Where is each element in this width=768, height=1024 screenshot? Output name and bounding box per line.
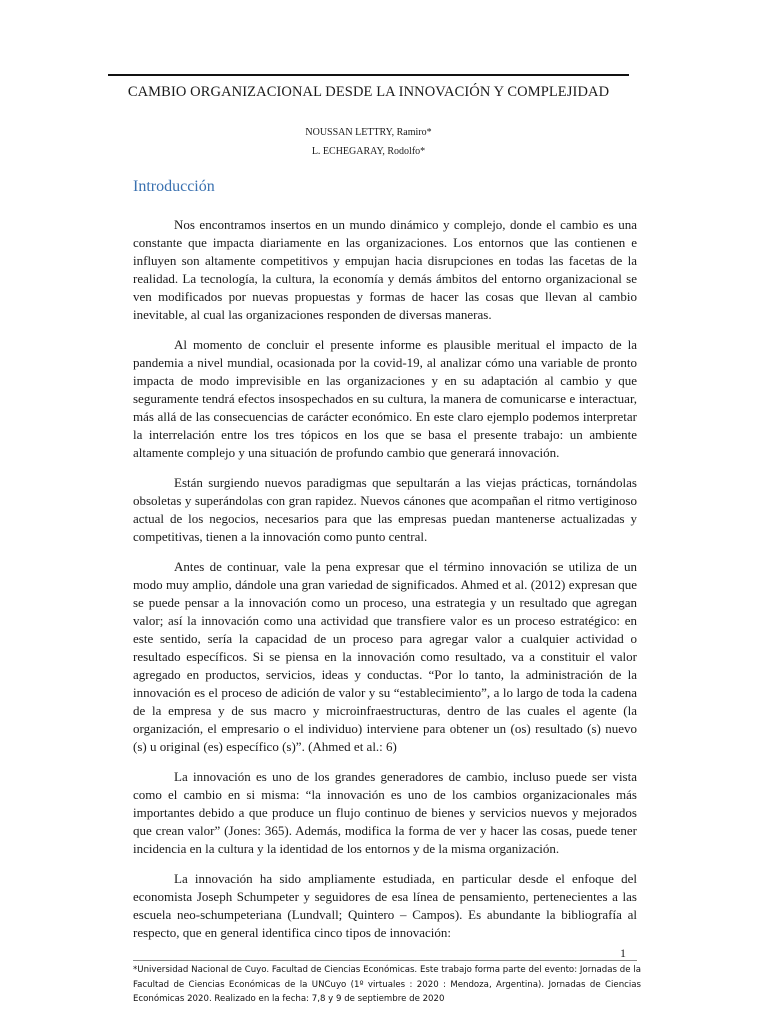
top-rule [108, 74, 629, 76]
paragraph-2: Al momento de concluir el presente informe es plausible meritual el impacto de la pandemia a nivel mundial, ocasionada por la covid-19, al analizar cómo una variable de pronto impacta de modo imprevisible en las organizaciones y en su adaptación al cambio y que seguramente tendrá efectos insospechados en su cultura, la manera de comunicarse e interactuar, más allá de las consecuencias de carácter económico. En este claro ejemplo podemos interpretar la interrelación entre los tres tópicos en los que se basa el presente trabajo: un ambiente altamente complejo y una situación de profundo cambio que generará innovación. [133, 337, 637, 460]
paragraph-5: La innovación es uno de los grandes generadores de cambio, incluso puede ser vista como el cambio en si misma: “la innovación es uno de los cambios organizacionales más importantes debido a que produce un flujo continuo de bienes y servicios nuevos y mejorados que crean valor” (Jones: 365). Además, modifica la forma de ver y hacer las cosas, puede tener incidencia en la cultura y la identidad de los entornos y de la misma organización. [133, 769, 637, 856]
page-number: 1 [620, 946, 626, 960]
paragraph-4: Antes de continuar, vale la pena expresar que el término innovación se utiliza de un modo muy amplio, dándole una gran variedad de significados. Ahmed et al. (2012) expresan que se puede pensar a la innovación como un proceso, una estrategia y un resultado que agregan valor; así la innovación como una actividad que transfiere valor es un proceso estratégico: en este sentido, sería la capacidad de un proceso para agregar valor a cualquier actividad o resultado específicos. Si se piensa en la innovación como resultado, va a constituir el valor agregado en productos, servicios, ideas y conductas. “Por lo tanto, la administración de la innovación es el proceso de adición de valor y su “establecimiento”, a lo largo de toda la cadena de la empresa y de sus macro y microinfraestructuras, dentro de las cuales el agente (la organización, el empresario o el individuo) interviene para obtener un (os) resultado (s) nuevo (s) u original (es) específico (s)”. (Ahmed et al.: 6) [133, 559, 637, 754]
paragraph-6: La innovación ha sido ampliamente estudiada, en particular desde el enfoque del economista Joseph Schumpeter y seguidores de esa línea de pensamiento, pertenecientes a las escuela neo-schumpeteriana (Lundvall; Quintero – Campos). Es abundante la bibliografía al respecto, que en general identifica cinco tipos de innovación: [133, 871, 637, 940]
paragraph-3: Están surgiendo nuevos paradigmas que sepultarán a las viejas prácticas, tornándolas obsoletas y superándolas con gran rapidez. Nuevos cánones que acompañan el ritmo vertiginoso actual de los negocios, necesarios para que las empresas puedan mantenerse actualizadas y competitivas, tienen a la innovación como punto central. [133, 475, 637, 544]
section-heading: Introducción [133, 178, 215, 195]
footnote: *Universidad Nacional de Cuyo. Facultad de Ciencias Económicas. Este trabajo forma parte del evento: Jornadas de la Facultad de Ciencias Económicas de la UNCuyo (1º virtuales : 2020 : Mendoza, Argentina). Jornadas de Ciencias Económicas 2020. Realizado en la fecha: 7,8 y 9 de septiembre de 2020 [133, 965, 641, 1004]
footnote-rule [133, 960, 637, 961]
author-2: L. ECHEGARAY, Rodolfo* [311, 146, 426, 157]
author-1: NOUSSAN LETTRY, Ramiro* [305, 127, 432, 138]
paragraph-1: Nos encontramos insertos en un mundo dinámico y complejo, donde el cambio es una constante que impacta diariamente en las organizaciones. Los entornos que las contienen e influyen son altamente competitivos y empujan hacia disrupciones en todas las facetas de la realidad. La tecnología, la cultura, la economía y demás ámbitos del entorno organizacional se ven modificados por nuevas propuestas y formas de hacer las cosas que llevan al cambio inevitable, al cual las organizaciones responden de diversas maneras. [133, 217, 637, 322]
body-text [133, 216, 637, 954]
document-title: CAMBIO ORGANIZACIONAL DESDE LA INNOVACIÓN Y COMPLEJIDAD [127, 84, 610, 100]
